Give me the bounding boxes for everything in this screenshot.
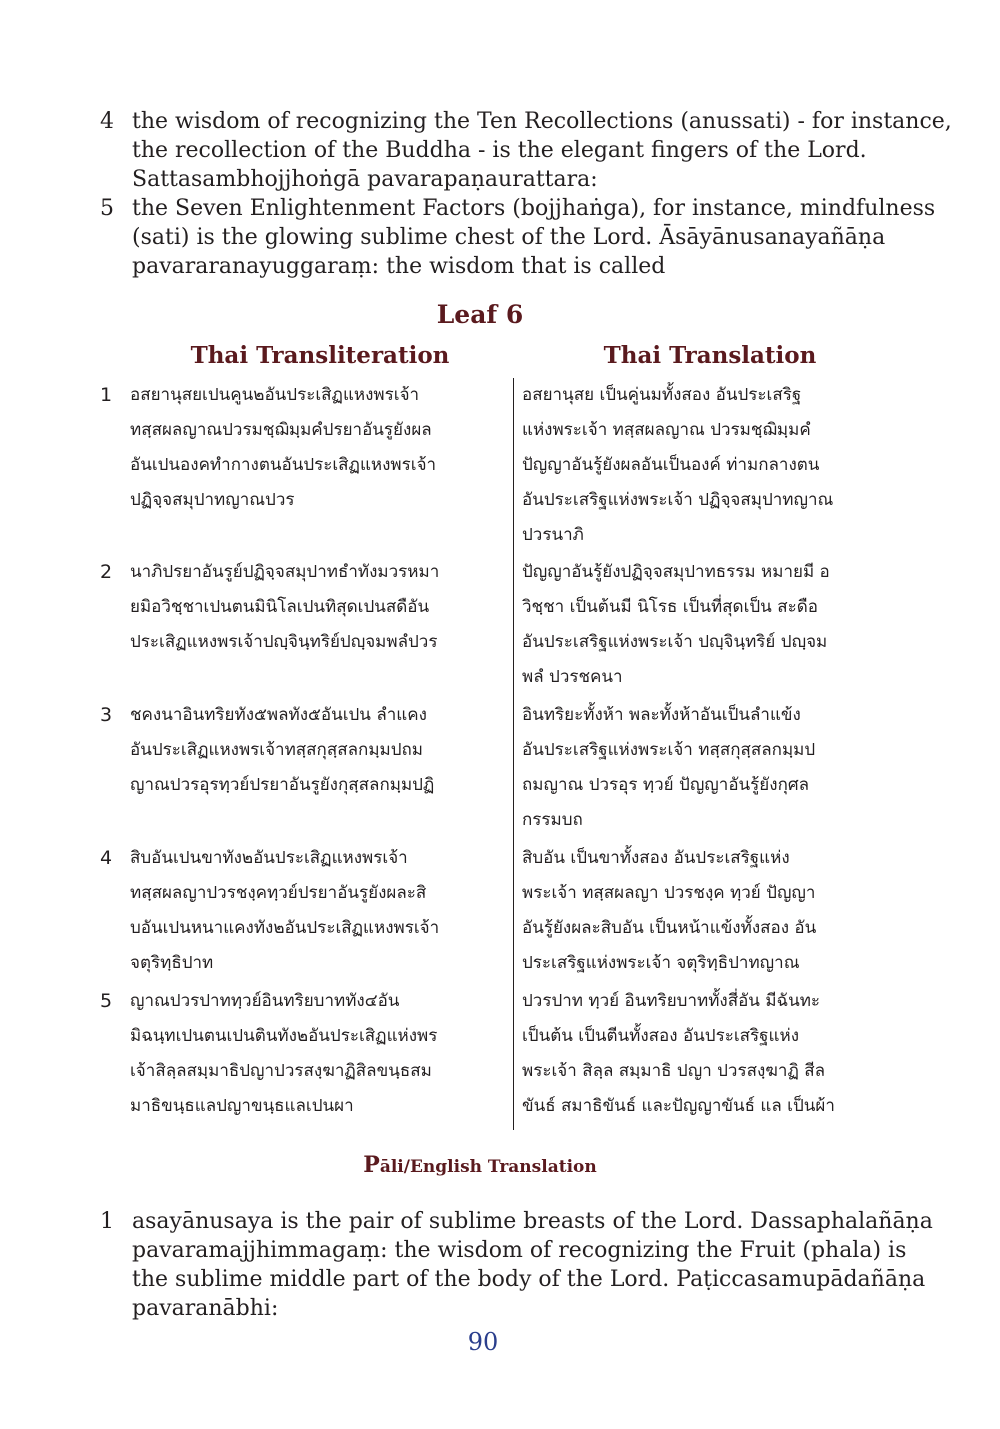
transliteration-cell [130,698,505,803]
translation-cell [522,555,897,695]
cell-line: อสยานุสยเปนคูน๒อันประเสิฏแหงพรเจ้า [130,385,420,405]
cell-line: ปฏิจฺจสมุปาทญาณปวร [130,490,295,510]
cell-line: ญาณปวรปาททฺวย์อินทริยบาททัง๔อัน [130,991,400,1011]
transliteration-cell [130,984,505,1124]
cell-line: ขันธ์ สมาธิขันธ์ และปัญญาขันธ์ แล เป็นผ้า [522,1096,835,1116]
entry-number: 4 [100,109,114,134]
cell-line: วิชฺชา เป็นต้นมี นิโรธ เป็นที่สุดเป็น สะดือ [522,597,818,617]
cell-line: เจ้าสิลฺลสมฺมาธิปญาปวรสงฺฆาฏิสิลขนฺธสม [130,1061,432,1081]
row-number: 3 [100,704,113,726]
cell-line: กรรมบถ [522,810,583,830]
cell-line: ปวรนาภิ [522,525,584,545]
entry-line: pavaramajjhimmagaṃ: the wisdom of recognizing the Fruit (phala) is [132,1238,907,1263]
cell-line: ญาณปวรอุรทฺวย์ปรยาอันรูยังกุสฺสลกมฺมปฏิ [130,775,435,795]
translation-cell [522,841,897,981]
entry-line: the sublime middle part of the body of the Lord. Paṭiccasamupādañāṇa [132,1267,926,1292]
entry-line: Sattasambhojjhoṅgā pavarapaṇaurattara: [132,167,598,192]
cell-line: พระเจ้า ทสฺสผลญา ปวรชงฺค ทฺวย์ ปัญญา [522,883,816,903]
cell-line: ปัญญาอันรู้ยังผลอันเป็นองค์ ท่ามกลางตน [522,455,820,475]
transliteration-cell [130,378,505,518]
bottom-entry-list [100,1207,933,1323]
leaf-title: Leaf 6 [436,300,524,329]
cell-line: อันประเสริฐแห่งพระเจ้า ปญฺจินฺทริย์ ปญฺจม [522,632,828,652]
entry-line: the recollection of the Buddha - is the elegant fingers of the Lord. [132,138,867,163]
entry-line: pavaranābhi: [132,1296,279,1321]
cell-line: อันประเสิฏแหงพรเจ้าทสฺสกุสฺสลกมฺมปถม [130,740,424,760]
row-number: 5 [100,990,113,1012]
cell-line: สิบอัน เป็นขาทั้งสอง อันประเสริฐแห่ง [522,848,790,868]
list-item [100,107,952,194]
page-number: 90 [467,1328,499,1356]
column-heading-transliteration: Thai Transliteration [190,342,450,369]
entry-line: pavararanayuggaraṃ: the wisdom that is called [132,254,666,279]
cell-line: ชคงนาอินทริยทัง๕พลทัง๕อันเปน ลำแคง [130,705,427,725]
pali-english-heading [0,1152,960,1178]
entry-line: (sati) is the glowing sublime chest of the Lord. Āsāyānusanayañāṇa [132,225,886,250]
cell-line: อินทริยะทั้งห้า พละทั้งห้าอันเป็นลำแข้ง [522,705,801,725]
transliteration-cell [130,555,505,660]
cell-line: แห่งพระเจ้า ทสฺสผลญาณ ปวรมชฺฌิมฺมคํ [522,420,811,440]
entry-number: 1 [100,1209,114,1234]
cell-line: ปัญญาอันรู้ยังปฏิจฺจสมุปาทธรรม หมายมี อ [522,562,830,582]
transliteration-cell [130,841,505,981]
entry-number: 5 [100,196,114,221]
top-entry-list [100,107,952,281]
translation-cell [522,378,897,553]
cell-line: อันเปนองคทำกางตนอันประเสิฏแหงพรเจ้า [130,455,437,475]
cell-line: อันประเสริฐแห่งพระเจ้า ทสฺสกุสฺสลกมฺมป [522,740,816,760]
cell-line: จตุริทฺธิปาท [130,953,214,973]
cell-line: มิฉนฺทเปนตนเปนตินทัง๒อันประเสิฏแห่งพร [130,1026,438,1046]
cell-line: สิบอันเปนขาทัง๒อันประเสิฏแหงพรเจ้า [130,848,408,868]
cell-line: ประเสิฏแหงพรเจ้าปญฺจินฺทริย์ปญฺจมพลํปวร [130,632,438,652]
cell-line: บอันเปนหนาแคงทัง๒อันประเสิฏแหงพรเจ้า [130,918,440,938]
entry-line: the Seven Enlightenment Factors (bojjhaṅga), for instance, mindfulness [132,196,936,221]
row-number: 1 [100,384,113,406]
pali-heading-lead: P [363,1152,380,1178]
entry-line: the wisdom of recognizing the Ten Recollections (anussati) - for instance, [132,109,952,134]
cell-line: อันประเสริฐแห่งพระเจ้า ปฏิจฺจสมุปาทญาณ [522,490,834,510]
list-item [100,1207,933,1323]
cell-line: ประเสริฐแห่งพระเจ้า จตุริทฺธิปาทญาณ [522,953,800,973]
cell-line: มาธิขนฺธแลปญาขนฺธแลเปนผา [130,1096,354,1116]
cell-line: ปวรปาท ทฺวย์ อินทริยบาททั้งสี่อัน มีฉันทะ [522,991,821,1011]
translation-cell [522,698,897,838]
cell-line: อสยานุสย เป็นคู่นมทั้งสอง อันประเสริฐ [522,385,802,405]
column-divider [513,378,514,1130]
row-number: 2 [100,561,113,583]
cell-line: ทสฺสผลญาณปวรมชฺฌิมฺมคํปรยาอันรูยังผล [130,420,432,440]
row-number: 4 [100,847,113,869]
cell-line: ถมญาณ ปวรอุร ทฺวย์ ปัญญาอันรู้ยังกุศล [522,775,810,795]
cell-line: นาภิปรยาอันรูย์ปฏิจฺจสมุปาทธำทังมวรหมา [130,562,440,582]
column-heading-translation: Thai Translation [603,342,817,369]
cell-line: อันรู้ยังผละสิบอัน เป็นหน้าแข้งทั้งสอง อัน [522,918,817,938]
cell-line: เป็นต้น เป็นตีนทั้งสอง อันประเสริฐแห่ง [522,1026,800,1046]
cell-line: พลํ ปวรชคนา [522,667,623,687]
cell-line: ยมิอวิชฺชาเปนตนมินิโลเปนทิสุดเปนสดือัน [130,597,430,617]
cell-line: ทสฺสผลญาปวรชงฺคทฺวย์ปรยาอันรูยังผละสิ [130,883,427,903]
list-item [100,194,936,281]
pali-heading-rest: āli/English Translation [379,1157,597,1177]
translation-cell [522,984,897,1124]
entry-line: asayānusaya is the pair of sublime breasts of the Lord. Dassaphalañāṇa [132,1209,933,1234]
cell-line: พระเจ้า สิลฺล สมฺมาธิ ปญา ปวรสงฺฆาฏิ สีล [522,1061,826,1081]
